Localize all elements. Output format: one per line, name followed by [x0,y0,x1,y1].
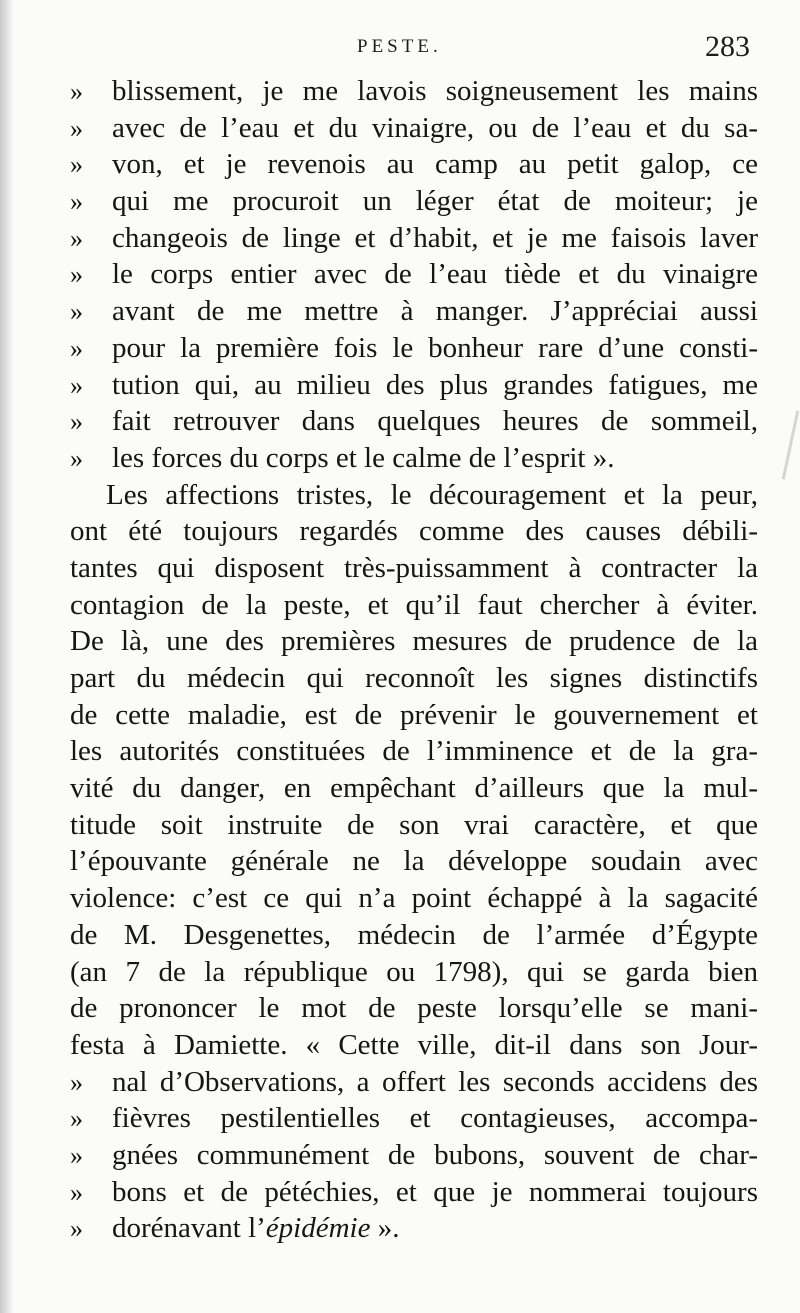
line-text: (an 7 de la république ou 1798), qui se garda bien [70,955,758,988]
text-line [70,733,758,770]
text-line [70,587,758,624]
line-text: les forces du corps et le calme de l’esprit ». [112,441,615,474]
text-line [70,990,758,1027]
text-line [70,477,758,514]
text-line [70,1027,758,1064]
text-line [70,220,758,257]
line-text: de cette maladie, est de prévenir le gouvernement et [70,698,758,731]
line-text: gnées communément de bubons, souvent de char- [112,1138,758,1171]
line-text: bons et de pétéchies, et que je nommerai toujours [112,1175,758,1208]
text-line [70,550,758,587]
line-text: avec de l’eau et du vinaigre, ou de l’eau et du sa- [112,111,758,144]
text-line [70,403,758,440]
paragraph [70,477,758,1064]
line-text: pour la première fois le bonheur rare d’une consti- [112,331,758,364]
text-line [70,770,758,807]
quote-mark: » [70,297,83,327]
text-line [70,843,758,880]
line-text: de M. Desgenettes, médecin de l’armée d’Égypte [70,918,758,951]
line-text: nal d’Observations, a offert les seconds accidens des [112,1065,758,1098]
text-line [70,183,758,220]
page-header [0,30,800,70]
text-line [70,73,758,110]
page-gutter-shadow [0,0,14,1313]
text-line [70,330,758,367]
line-text: l’épouvante générale ne la développe soudain avec [70,845,758,878]
quote-mark: » [70,407,83,437]
line-text: qui me procuroit un léger état de moiteur; je [112,185,758,218]
page-number: 283 [705,30,750,63]
line-text: changeois de linge et d’habit, et je me faisois laver [112,221,758,254]
text-line [70,1064,758,1101]
quote-mark: » [70,1214,83,1244]
text-line [70,954,758,991]
line-text: vité du danger, en empêchant d’ailleurs que la mul- [70,772,758,805]
text-line [70,1174,758,1211]
line-text: les autorités constituées de l’imminence et de la gra- [70,735,758,768]
line-text: ». [370,1212,400,1245]
line-text: fait retrouver dans quelques heures de sommeil, [112,405,758,438]
text-line [70,440,758,477]
quote-mark: » [70,1177,83,1207]
line-text: fièvres pestilentielles et contagieuses, accompa- [112,1102,758,1135]
quote-mark: » [70,150,83,180]
quote-mark: » [70,443,83,473]
line-text: violence: c’est ce qui n’a point échappé à la sagacité [70,882,758,915]
text-line [70,1100,758,1137]
quote-mark: » [70,1067,83,1097]
text-line [70,917,758,954]
line-text: festa à Damiette. « Cette ville, dit-il dans son Jour- [70,1028,758,1061]
quote-mark: » [70,370,83,400]
text-line [70,293,758,330]
text-line [70,697,758,734]
line-text: De là, une des premières mesures de prudence de la [70,625,758,658]
second-quote [70,1064,758,1247]
quote-mark: » [70,260,83,290]
quoted-passage [70,73,758,477]
line-text: ont été toujours regardés comme des causes débili- [70,515,758,548]
line-text: de prononcer le mot de peste lorsqu’elle se mani- [70,992,758,1025]
text-line [70,256,758,293]
quote-mark: » [70,187,83,217]
text-line [70,1210,758,1247]
text-line [70,1137,758,1174]
text-line [70,880,758,917]
quote-mark: » [70,1104,83,1134]
quote-mark: » [70,77,83,106]
italic-word: épidémie [265,1212,371,1245]
line-text: Les affections tristes, le découragement et la peur, [106,478,758,511]
text-line [70,513,758,550]
line-text: tution qui, au milieu des plus grandes fatigues, me [112,368,758,401]
line-text: titude soit instruite de son vrai caractère, et que [70,808,758,841]
quote-mark: » [70,333,83,363]
quote-mark: » [70,113,83,143]
line-text: blissement, je me lavois soigneusement les mains [112,75,758,107]
page-body [70,73,758,1247]
line-text: le corps entier avec de l’eau tiède et du vinaigre [112,258,758,291]
text-line [70,623,758,660]
text-line [70,367,758,404]
line-text: von, et je revenois au camp au petit galop, ce [112,148,758,181]
line-text: part du médecin qui reconnoît les signes distinctifs [70,662,758,694]
line-text: contagion de la peste, et qu’il faut chercher à éviter. [70,588,758,621]
line-text: tantes qui disposent très-puissamment à contracter la [70,551,758,584]
line-text: dorénavant l’ [112,1212,266,1245]
quote-mark: » [70,1140,83,1170]
paper-mark [782,410,799,479]
line-text: avant de me mettre à manger. J’appréciai aussi [112,295,758,328]
text-line [70,110,758,147]
text-line [70,807,758,844]
text-line [70,660,758,697]
running-head: PESTE. [357,36,442,57]
quote-mark: » [70,223,83,253]
text-line [70,146,758,183]
